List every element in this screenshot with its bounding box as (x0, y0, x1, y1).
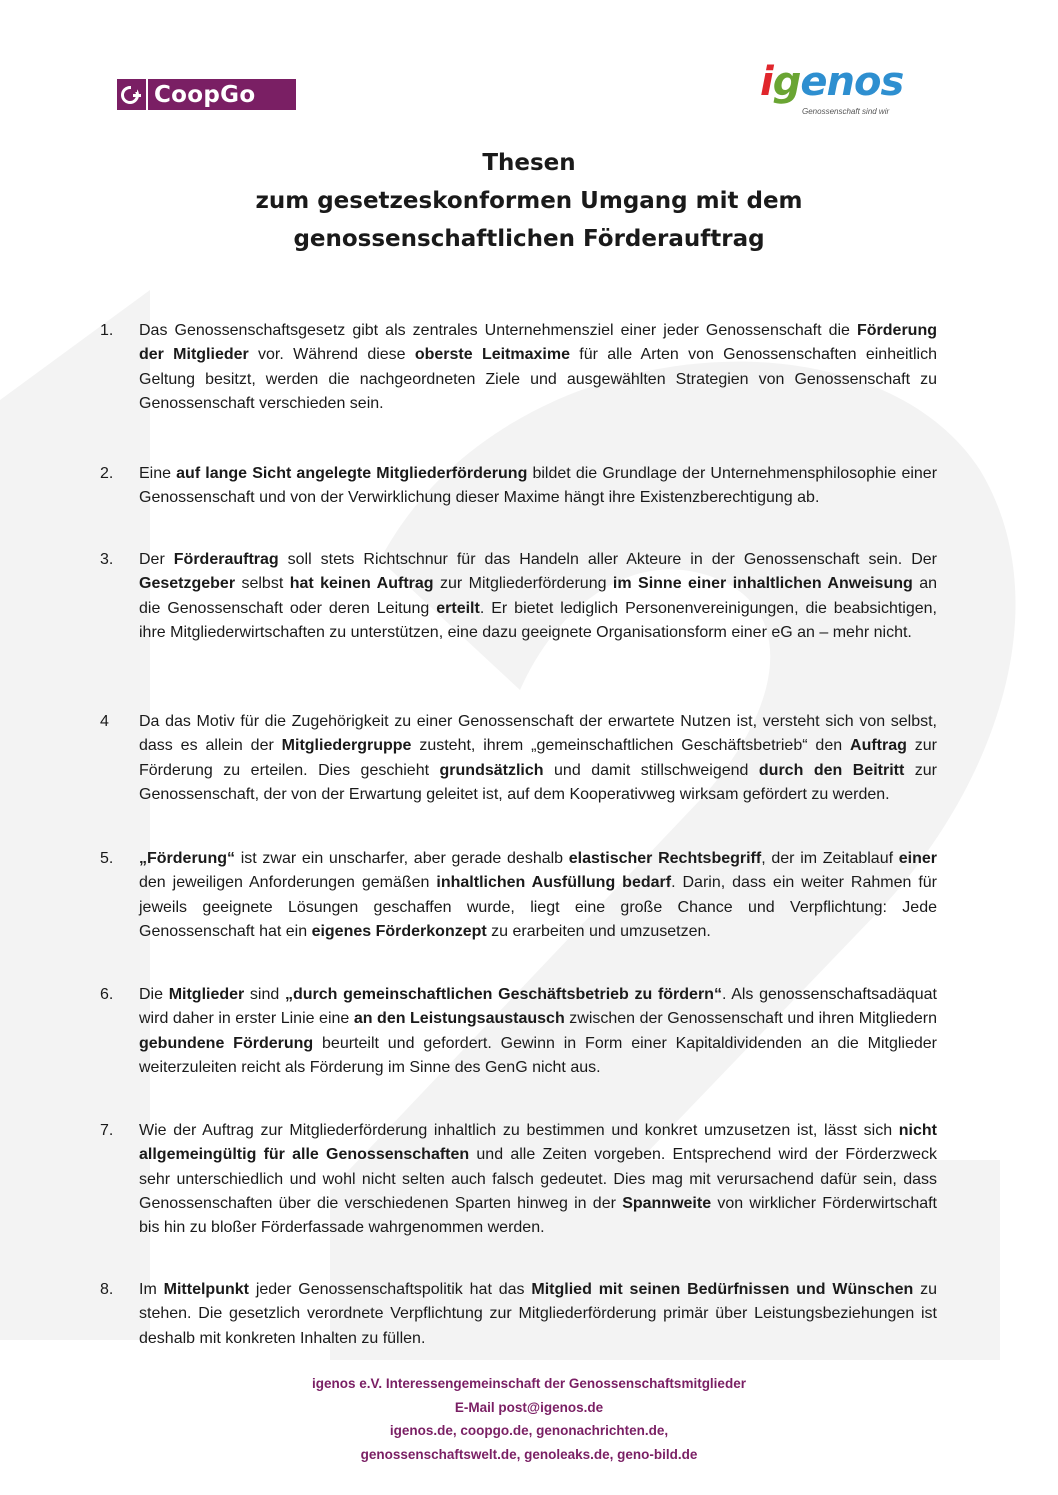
igenos-logo (760, 59, 930, 122)
thesis-number: 7. (100, 1122, 114, 1139)
coopgo-mark-icon (117, 79, 148, 110)
thesis-number: 4 (100, 713, 109, 730)
title-line-1: Thesen (482, 150, 576, 176)
title-line-2: zum gesetzeskonformen Umgang mit dem (255, 188, 803, 214)
thesis-number: 3. (100, 551, 114, 568)
footer-websites-1: igenos.de, coopgo.de, genonachrichten.de, (389, 1423, 669, 1438)
footer-websites-2: genossenschaftswelt.de, genoleaks.de, geno-bild.de (360, 1446, 698, 1462)
thesis-text: „Förderung“ ist zwar ein unscharfer, aber gerade deshalb elastischer Rechtsbegriff, der im Zeitablauf einer den jeweiligen Anforderungen gemäßen inhaltlichen Ausfüllung bedarf. Darin, dass ein weiter Rahmen für jeweils geeignete Lösungen geschaffen wurde, liegt eine große Chance und Verpflichtung: Jede Genossenschaft hat ein eigenes Förderkonzept zu erarbeiten und umzusetzen. (139, 850, 938, 940)
thesis-text: Das Genossenschaftsgesetz gibt als zentrales Unternehmensziel einer jeder Genossenschaft die Förderung der Mitglieder vor. Während diese oberste Leitmaxime für alle Arten von Genossenschaften einheitlich Geltung besitzt, werden die nachgeordneten Ziele und ausgewählten Strategien von Genossenschaft zu Genossenschaft verschieden sein. (139, 322, 938, 412)
thesis-number: 5. (100, 850, 114, 867)
thesis-text: Eine auf lange Sicht angelegte Mitgliederförderung bildet die Grundlage der Unternehmensphilosophie einer Genossenschaft und von der Verwirklichung dieser Maxime hängt ihre Existenzberechtigung ab. (139, 465, 938, 507)
thesis-text: Wie der Auftrag zur Mitgliederförderung inhaltlich zu bestimmen und konkret umzusetzen ist, lässt sich nicht allgemeingültig für alle Genossenschaften und alle Zeiten vorgeben. Entsprechend wird der Förderzweck sehr unterschiedlich und wohl nicht selten auch falsch gedeutet. Dies mag mit verursachend dafür sein, dass Genossenschaften über die verschiedenen Sparten hinweg in der Spannweite von wirklicher Förderwirtschaft bis hin zu bloßer Förderfassade wahrgenommen werden. (139, 1122, 938, 1237)
footer (0, 1372, 1058, 1466)
document-title (0, 144, 1058, 258)
thesis-number: 6. (100, 986, 114, 1003)
igenos-tagline: Genossenschaft sind wir (802, 107, 890, 116)
thesis-text: Da das Motiv für die Zugehörigkeit zu einer Genossenschaft der erwartete Nutzen ist, versteht sich von selbst, dass es allein der Mitgliedergruppe zusteht, ihrem „gemeinschaftlichen Geschäftsbetrieb“ den Auftrag zur Förderung zu erteilen. Dies geschieht grundsätzlich und damit stillschweigend durch den Beitritt zur Genossenschaft, der von der Erwartung geleitet ist, auf dem Kooperativweg wirksam gefördert zu werden. (139, 713, 938, 803)
thesis-number: 2. (100, 465, 114, 482)
thesis-text: Die Mitglieder sind „durch gemeinschaftlichen Geschäftsbetrieb zu fördern“. Als genossenschaftsadäquat wird daher in erster Linie eine an den Leistungsaustausch zwischen der Genossenschaft und ihren Mitgliedern gebundene Förderung beurteilt und gefordert. Gewinn in Form einer Kapitaldividenden an die Mitglieder weiterzuleiten reicht als Förderung im Sinne des GenG nicht aus. (139, 986, 938, 1076)
footer-email: E-Mail post@igenos.de (454, 1399, 604, 1415)
thesis-number: 8. (100, 1281, 114, 1298)
footer-organization: igenos e.V. Interessengemeinschaft der Genossenschaftsmitglieder (312, 1376, 746, 1391)
thesis-text: Der Förderauftrag soll stets Richtschnur für das Handeln aller Akteure in der Genossenschaft sein. Der Gesetzgeber selbst hat keinen Auftrag zur Mitgliederförderung im Sinne einer inhaltlichen Anweisung an die Genossenschaft oder deren Leitung erteilt. Er bietet lediglich Personenvereinigungen, die beabsichtigen, ihre Mitgliederwirtschaften zu unterstützen, eine dazu geeignete Organisationsform einer eG an – mehr nicht. (139, 551, 937, 641)
igenos-wordmark: igenos (760, 59, 904, 105)
thesis-number: 1. (100, 322, 114, 339)
coopgo-logo (117, 79, 296, 110)
title-line-3: genossenschaftlichen Förderauftrag (293, 226, 765, 252)
thesis-text: Im Mittelpunkt jeder Genossenschaftspolitik hat das Mitglied mit seinen Bedürfnissen und Wünschen zu stehen. Die gesetzlich verordnete Verpflichtung zur Mitgliederförderung primär über Leistungsbeziehungen ist deshalb mit konkreten Inhalten zu füllen. (139, 1281, 938, 1347)
coopgo-wordmark: CoopGo (154, 81, 256, 108)
